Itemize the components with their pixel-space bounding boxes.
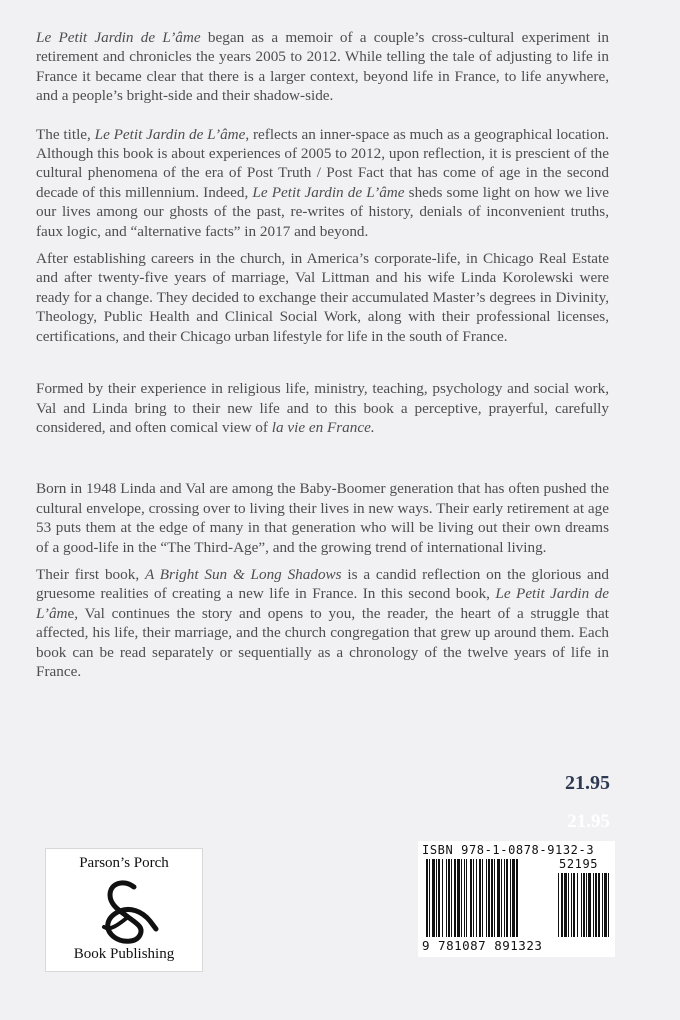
ean-digits: 9 781087 891323 bbox=[422, 938, 543, 953]
paragraph-6: Their first book, A Bright Sun & Long Shadows is a candid reflection on the glorious and gruesome realities of creating a new life in France. In this second book, Le Petit Jardin de L’âme, Val continues the story and opens to you, the reader, the heart of a struggle that affected, his life, their marriage, and the church congregation that grew up around them. Each book can be read separately or sequentially as a chronology of the twelve years of life in France. bbox=[36, 565, 609, 680]
barcode-bar bbox=[429, 859, 430, 937]
barcode-bar bbox=[451, 859, 452, 937]
barcode-bar bbox=[464, 859, 465, 937]
barcode-bar bbox=[473, 859, 474, 937]
addon-bar bbox=[564, 873, 567, 937]
price-ghost: 21.95 bbox=[567, 811, 610, 832]
book-title: A Bright Sun & Long Shadows bbox=[144, 565, 342, 583]
barcode-bar bbox=[506, 859, 508, 937]
addon-bar bbox=[595, 873, 597, 937]
isbn-barcode bbox=[418, 841, 615, 957]
book-title: Le Petit Jardin de L’âme bbox=[252, 183, 405, 201]
barcode-bar bbox=[497, 859, 500, 937]
paragraph-1: Le Petit Jardin de L’âme began as a memoir of a couple’s cross-cultural experiment in retirement and chronicles the years 2005 to 2012. While telling the tale of adjusting to life in France it became clear that there is a larger context, beyond life in France, to life anywhere, and a people’s bright-side and their shadow-side. bbox=[36, 29, 610, 105]
paragraph-5: Born in 1948 Linda and Val are among the Baby-Boomer generation that has often pushed the cultural envelope, crossing over to living their lives in new ways. Their early retirement at age 53 puts them at the edge of many in that generation who will be living out their own dreams of a good-life in the “The Third-Age”, and the growing trend of international living. bbox=[36, 480, 609, 556]
barcode-bar bbox=[446, 859, 447, 937]
addon-bar bbox=[558, 873, 559, 937]
addon-bar bbox=[608, 873, 609, 937]
book-title: Le Petit Jardin de L’âme bbox=[36, 29, 201, 46]
paragraph-3: After establishing careers in the church, in America’s corporate-life, in Chicago Real Estate and after twenty-five years of marriage, Val Littman and his wife Linda Korolewski were ready for a change. They decided to exchange their accumulated Master’s degrees in Divinity, Theology, Public Health and Clinical Social Work, along with their professional licenses, certifications, and their Chicago urban lifestyle for life in the south of France. bbox=[36, 250, 609, 345]
barcode-bar bbox=[512, 859, 515, 937]
barcode-bar bbox=[494, 859, 495, 937]
addon-bar bbox=[604, 873, 607, 937]
paragraph-2: The title, Le Petit Jardin de L’âme, reflects an inner-space as much as a geographical location. Although this book is about experiences of 2005 to 2012, upon reflection, it is prescient of the cultural phenomena of the era of Post Truth / Post Fact that has come of age in the second decade of this millennium. Indeed, Le Petit Jardin de L’âme sheds some light on how we live our lives among our ghosts of the past, re-writes of history, denials of inconvenient truths, faux logic, and “alternative facts” in 2017 and beyond. bbox=[36, 125, 610, 240]
barcode-bar bbox=[504, 859, 505, 937]
addon-bar bbox=[598, 873, 600, 937]
paragraph-4: Formed by their experience in religious life, ministry, teaching, psychology and social work, Val and Linda bring to their new life and to this book a perceptive, prayerful, carefully considered, and often comical view of la vie en France. bbox=[36, 380, 609, 436]
barcode-bar bbox=[479, 859, 481, 937]
barcode-bar bbox=[488, 859, 490, 937]
book-title: Le Petit Jardin de L’âm bbox=[36, 585, 609, 622]
barcode-bar bbox=[461, 859, 462, 937]
barcode-bar bbox=[491, 859, 493, 937]
addon-bar bbox=[571, 873, 572, 937]
barcode-bar bbox=[438, 859, 440, 937]
addon-bar bbox=[561, 873, 563, 937]
publisher-logo bbox=[45, 848, 203, 972]
addon-bar bbox=[583, 873, 585, 937]
barcode-bar bbox=[457, 859, 460, 937]
addon-bar bbox=[573, 873, 575, 937]
barcode-bar bbox=[432, 859, 435, 937]
addon-bar bbox=[568, 873, 569, 937]
isbn-label: ISBN 978-1-0878-9132-3 bbox=[422, 843, 595, 857]
italic-phrase: la vie en France. bbox=[271, 418, 375, 436]
book-title: Le Petit Jardin de L’âme bbox=[94, 125, 246, 143]
blurb bbox=[36, 28, 609, 681]
addon-bar bbox=[581, 873, 582, 937]
barcode-bar bbox=[482, 859, 483, 937]
barcode-bar bbox=[454, 859, 456, 937]
addon-bar bbox=[586, 873, 587, 937]
barcode-bar bbox=[501, 859, 502, 937]
barcode-bar bbox=[510, 859, 511, 937]
barcode-bar bbox=[442, 859, 443, 937]
addon-bar bbox=[577, 873, 578, 937]
barcode-bar bbox=[470, 859, 472, 937]
barcode-bar bbox=[466, 859, 467, 937]
publisher-name: Parson’s Porch bbox=[79, 855, 169, 871]
barcode-bar bbox=[476, 859, 477, 937]
barcode-bar bbox=[516, 859, 518, 937]
ampersand-icon bbox=[84, 877, 164, 947]
barcode-bar bbox=[426, 859, 428, 937]
price: 21.95 bbox=[565, 772, 610, 794]
barcode-bar bbox=[436, 859, 437, 937]
publisher-subtitle: Book Publishing bbox=[73, 946, 175, 962]
addon-number: 52195 bbox=[559, 857, 599, 871]
barcode-bar bbox=[486, 859, 487, 937]
addon-bar bbox=[588, 873, 591, 937]
addon-bar bbox=[593, 873, 594, 937]
barcode-bar bbox=[448, 859, 450, 937]
addon-bar bbox=[602, 873, 603, 937]
